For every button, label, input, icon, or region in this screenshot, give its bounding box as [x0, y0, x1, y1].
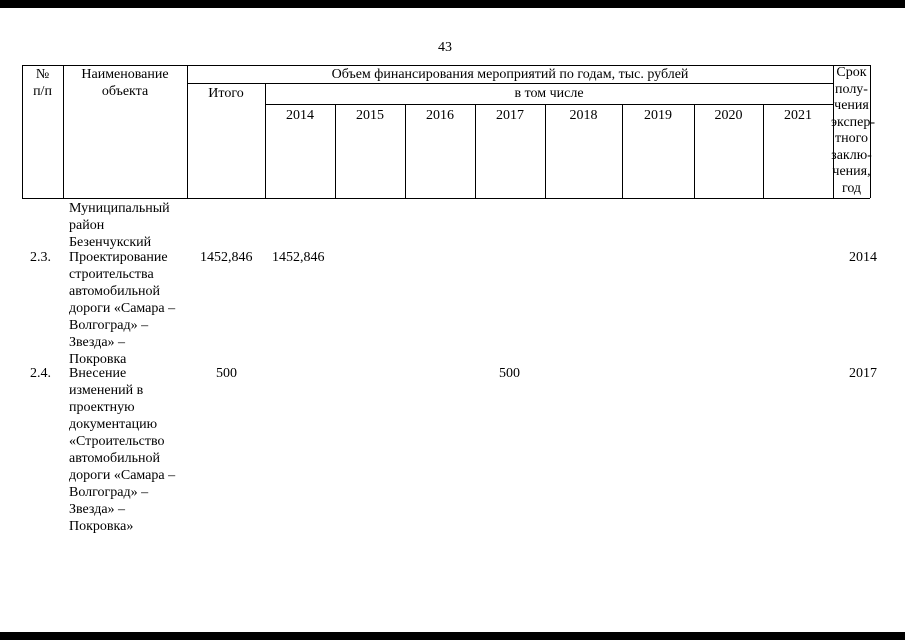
- row-2014-value: 1452,846: [272, 250, 325, 265]
- header-num-line1: №: [35, 67, 50, 82]
- bottom-border: [0, 632, 905, 640]
- header-name-line1: Наименование: [81, 67, 169, 82]
- header-volume: Объем финансирования мероприятий по годам, тыс. рублей: [331, 67, 689, 82]
- row-name: Проектирование строительства автомобильной дороги «Самара – Волгоград» – Звезда» – Покровка: [69, 250, 176, 367]
- year-2021: 2021: [784, 108, 812, 123]
- year-2016: 2016: [426, 108, 454, 123]
- row-num: 2.4.: [30, 366, 51, 381]
- year-2014: 2014: [286, 108, 314, 123]
- year-2018: 2018: [569, 108, 598, 123]
- page-number: 43: [438, 40, 452, 55]
- header-deadline: Срок полу- чения экспер- тного заклю- чения, год: [831, 65, 876, 196]
- year-2020: 2020: [714, 108, 743, 123]
- top-border: [0, 0, 905, 8]
- district-heading: Муниципальный район Безенчукский: [69, 201, 170, 250]
- row-total: 1452,846: [200, 250, 253, 265]
- header-total: Итого: [208, 86, 244, 101]
- row-deadline: 2017: [849, 366, 877, 381]
- year-2017: 2017: [496, 108, 524, 123]
- year-2015: 2015: [356, 108, 384, 123]
- header-num-line2: п/п: [33, 84, 52, 99]
- row-total: 500: [216, 366, 237, 381]
- row-2017-value: 500: [499, 366, 520, 381]
- header-including: в том числе: [514, 86, 584, 101]
- header-name-line2: объекта: [101, 84, 149, 99]
- row-num: 2.3.: [30, 250, 51, 265]
- row-name: Внесение изменений в проектную документацию «Строительство автомобильной дороги «Самара – Волгоград» – Звезда» – Покровка»: [69, 366, 176, 534]
- row-deadline: 2014: [849, 250, 877, 265]
- year-2019: 2019: [644, 108, 672, 123]
